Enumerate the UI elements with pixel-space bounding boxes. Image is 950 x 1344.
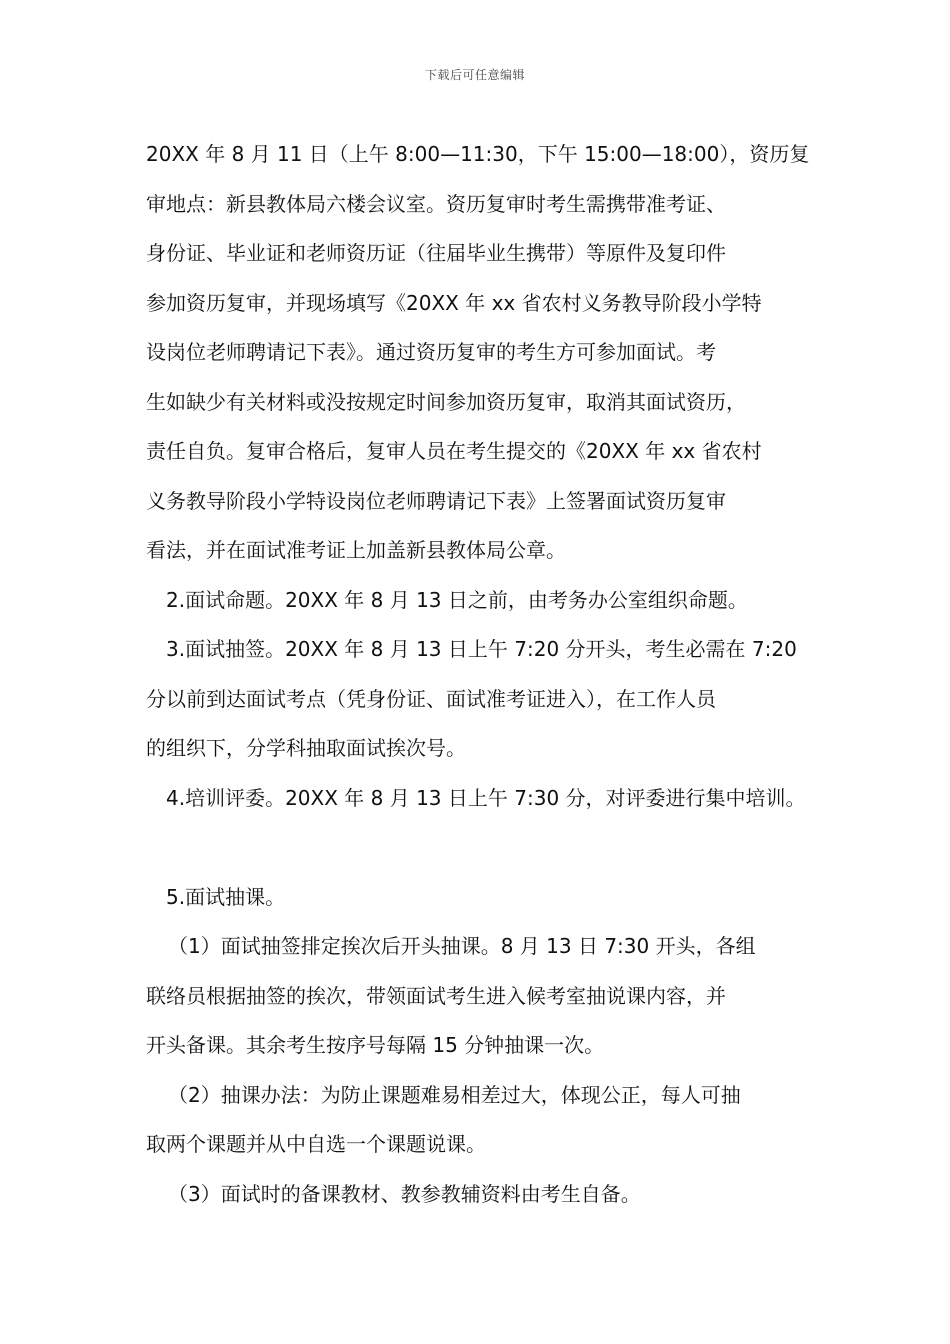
paragraph-line: 生如缺少有关材料或没按规定时间参加资历复审，取消其面试资历， — [146, 389, 746, 414]
sub-item-3-line: （3）面试时的备课教材、教参教辅资料由考生自备。 — [168, 1181, 641, 1206]
item-3-line: 3.面试抽签。20XX 年 8 月 13 日上午 7:20 分开头，考生必需在 7:20 — [166, 637, 797, 661]
paragraph-line: 的组织下，分学科抽取面试挨次号。 — [146, 736, 466, 760]
item-2-line: 2.面试命题。20XX 年 8 月 13 日之前，由考务办公室组织命题。 — [166, 587, 748, 612]
sub-item-1-line: （1）面试抽签排定挨次后开头抽课。8 月 13 日 7:30 开头，各组 — [168, 934, 756, 958]
paragraph-line: 开头备课。其余考生按序号每隔 15 分钟抽课一次。 — [146, 1033, 605, 1057]
item-4-line: 4.培训评委。20XX 年 8 月 13 日上午 7:30 分，对评委进行集中培训。 — [166, 785, 806, 810]
paragraph-line: 义务教导阶段小学特设岗位老师聘请记下表》上签署面试资历复审 — [146, 488, 726, 513]
paragraph-line: 审地点：新县教体局六楼会议室。资历复审时考生需携带准考证、 — [146, 191, 726, 216]
paragraph-line: 分以前到达面试考点（凭身份证、面试准考证进入），在工作人员 — [146, 686, 716, 711]
paragraph-line: 20XX 年 8 月 11 日（上午 8:00—11:30，下午 15:00—18:00），资历复 — [146, 142, 810, 166]
paragraph-line: 参加资历复审，并现场填写《20XX 年 xx 省农村义务教导阶段小学特 — [146, 290, 762, 315]
paragraph-line: 责任自负。复审合格后，复审人员在考生提交的《20XX 年 xx 省农村 — [146, 439, 762, 463]
paragraph-line: 身份证、毕业证和老师资历证（往届毕业生携带）等原件及复印件 — [146, 241, 726, 265]
sub-item-2-line: （2）抽课办法：为防止课题难易相差过大，体现公正，每人可抽 — [168, 1082, 741, 1107]
paragraph-line: 看法，并在面试准考证上加盖新县教体局公章。 — [146, 538, 566, 562]
page-header: 下载后可任意编辑 — [424, 68, 525, 82]
item-5-heading: 5.面试抽课。 — [166, 884, 286, 909]
paragraph-line: 联络员根据抽签的挨次，带领面试考生进入候考室抽说课内容，并 — [146, 983, 726, 1008]
document-body — [146, 130, 816, 1219]
paragraph-line: 取两个课题并从中自选一个课题说课。 — [146, 1132, 486, 1156]
paragraph-gap — [146, 823, 816, 873]
paragraph-line: 设岗位老师聘请记下表》。通过资历复审的考生方可参加面试。考 — [146, 340, 716, 364]
